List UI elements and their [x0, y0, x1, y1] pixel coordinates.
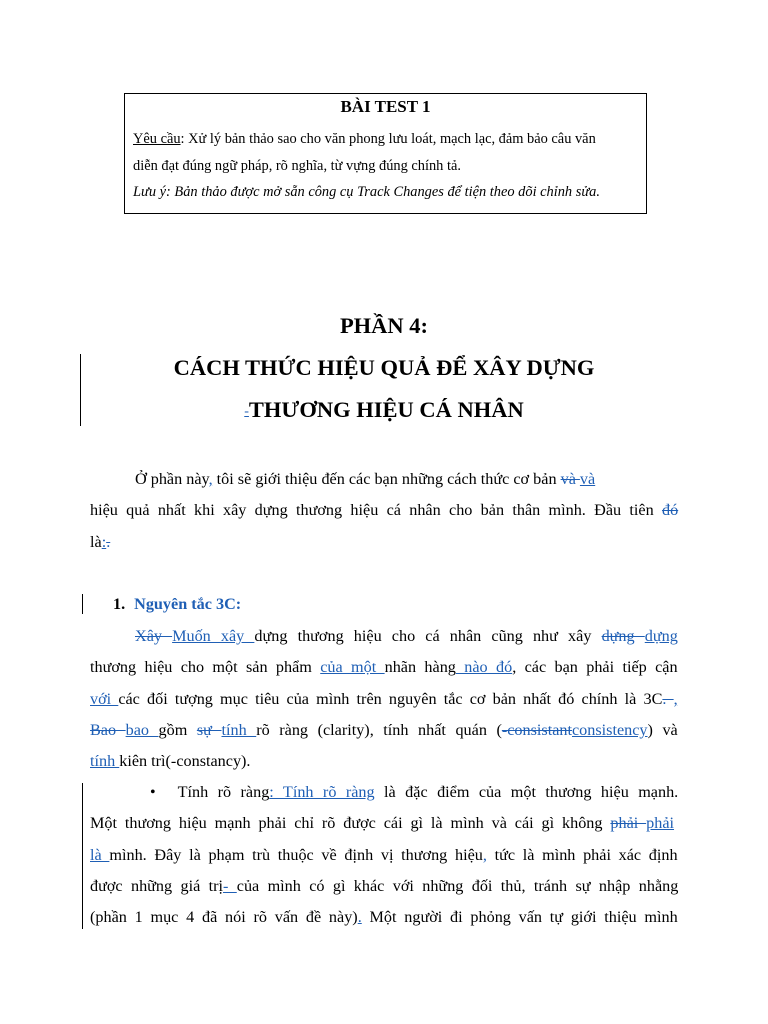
- deleted-text: Xây: [135, 627, 173, 645]
- deleted-text: phải: [610, 814, 647, 832]
- inserted-text: là: [90, 846, 110, 864]
- inserted-text: nào đó: [455, 658, 513, 676]
- text-run: gồm: [158, 721, 197, 739]
- text-run: tôi sẽ giới thiệu đến các bạn những cách thức cơ bản: [212, 470, 561, 488]
- text-run: (phần 1 mục 4 đã nói rõ vấn đề này): [90, 908, 358, 926]
- deleted-text: và: [560, 470, 580, 488]
- chapter-title-line-2-text: THƯƠNG HIỆU CÁ NHÂN: [248, 397, 524, 422]
- deleted-text: .: [106, 533, 111, 551]
- chapter-title-line-1: CÁCH THỨC HIỆU QUẢ ĐỂ XÂY DỰNG: [173, 355, 595, 380]
- deleted-text: dựng: [601, 627, 645, 645]
- inserted-text: consistency: [572, 721, 648, 739]
- change-bar: [80, 354, 81, 426]
- text-run: của mình có gì khác với những đối thủ, tránh sự nhập nhằng: [236, 877, 679, 895]
- inserted-text: : Tính rõ ràng: [269, 783, 375, 801]
- text-run: kiên trì(-constancy).: [119, 752, 251, 770]
- track-changes-note: Lưu ý: Bản thảo được mở sẵn công cụ Track Changes để tiện theo dõi chỉnh sửa.: [133, 184, 600, 200]
- inserted-text: :: [101, 533, 107, 551]
- requirement-line-1: [133, 131, 596, 148]
- text-run: các đối tượng mục tiêu của mình trên nguyên tắc cơ bản nhất đó chính là 3C: [118, 690, 663, 708]
- inserted-text: phải: [646, 814, 675, 832]
- inserted-text: .: [357, 908, 362, 926]
- inserted-text: của một: [320, 658, 385, 676]
- bullet-line-3: [90, 846, 678, 865]
- inserted-text: với: [90, 690, 119, 708]
- deleted-text: sự: [196, 721, 222, 739]
- text-run: tức là mình phải xác định: [486, 846, 678, 864]
- requirement-text-1: : Xử lý bản thảo sao cho văn phong lưu loát, mạch lạc, đảm bảo câu văn: [180, 131, 596, 147]
- inserted-text: tính: [90, 752, 120, 770]
- section-number: 1.: [113, 595, 126, 613]
- p1-line-5: [90, 752, 250, 771]
- text-run: Một người đi phỏng vấn tự giới thiệu mình: [361, 908, 678, 926]
- text-run: ) và: [647, 721, 678, 739]
- text-run: Tính rõ ràng: [177, 783, 270, 801]
- intro-line-3: [90, 533, 110, 552]
- chapter-title-line-2: [0, 397, 768, 423]
- text-run: được những giá trị: [90, 877, 224, 895]
- inserted-text: dựng: [644, 627, 678, 645]
- p1-line-4: [90, 721, 678, 740]
- inserted-text: tính: [221, 721, 257, 739]
- text-run: là đặc điểm của một thương hiệu mạnh.: [374, 783, 679, 801]
- section-1-heading: [113, 595, 241, 614]
- text-run: là: [90, 533, 102, 551]
- text-run: nhãn hàng: [384, 658, 456, 676]
- inserted-text: ,: [208, 470, 213, 488]
- intro-line-1: [135, 470, 595, 489]
- inserted-text: bao: [125, 721, 159, 739]
- requirement-line-2: diễn đạt đúng ngữ pháp, rõ nghĩa, từ vựng đúng chính tả.: [133, 158, 461, 174]
- text-run: Một thương hiệu mạnh phải chỉ rõ được cái gì là mình và cái gì không: [90, 814, 611, 832]
- inserted-text: và: [579, 470, 596, 488]
- test-title: BÀI TEST 1: [340, 97, 431, 116]
- text-run: hiệu quả nhất khi xây dựng thương hiệu cá nhân cho bản thân mình. Đầu tiên: [90, 501, 662, 519]
- text-run: , các bạn phải tiếp cận: [512, 658, 678, 676]
- inserted-text: ,: [673, 690, 678, 708]
- p1-line-2: [90, 658, 678, 677]
- part-heading: PHẦN 4:: [339, 313, 429, 338]
- inserted-text: -: [223, 877, 237, 895]
- change-bar: [82, 783, 83, 929]
- text-run: thương hiệu cho một sản phẩm: [90, 658, 321, 676]
- p1-line-3: [90, 690, 678, 709]
- deleted-text: .: [662, 690, 674, 708]
- text-run: rõ ràng (clarity), tính nhất quán (: [256, 721, 502, 739]
- text-run: Ở phần này: [135, 470, 209, 488]
- bullet-line-1: [150, 783, 678, 802]
- inserted-text: ,: [482, 846, 487, 864]
- deleted-text: -consistant: [501, 721, 572, 739]
- bullet-line-4: [90, 877, 678, 896]
- p1-line-1: [135, 627, 678, 646]
- section-title: Nguyên tắc 3C:: [134, 595, 242, 613]
- intro-line-2: [90, 501, 678, 520]
- title-inserted-dash: -: [244, 403, 249, 419]
- deleted-text: đó: [661, 501, 679, 519]
- deleted-text: Bao: [90, 721, 126, 739]
- text-run: mình. Đây là phạm trù thuộc về định vị thương hiệu: [109, 846, 483, 864]
- requirement-label: Yêu cầu: [133, 131, 181, 147]
- inserted-text: Muốn xây: [172, 627, 255, 645]
- text-run: dựng thương hiệu cho cá nhân cũng như xây: [254, 627, 602, 645]
- bullet-line-5: [90, 908, 678, 927]
- change-bar: [82, 594, 83, 614]
- bullet-line-2: [90, 814, 674, 833]
- bullet-icon: •: [150, 784, 156, 801]
